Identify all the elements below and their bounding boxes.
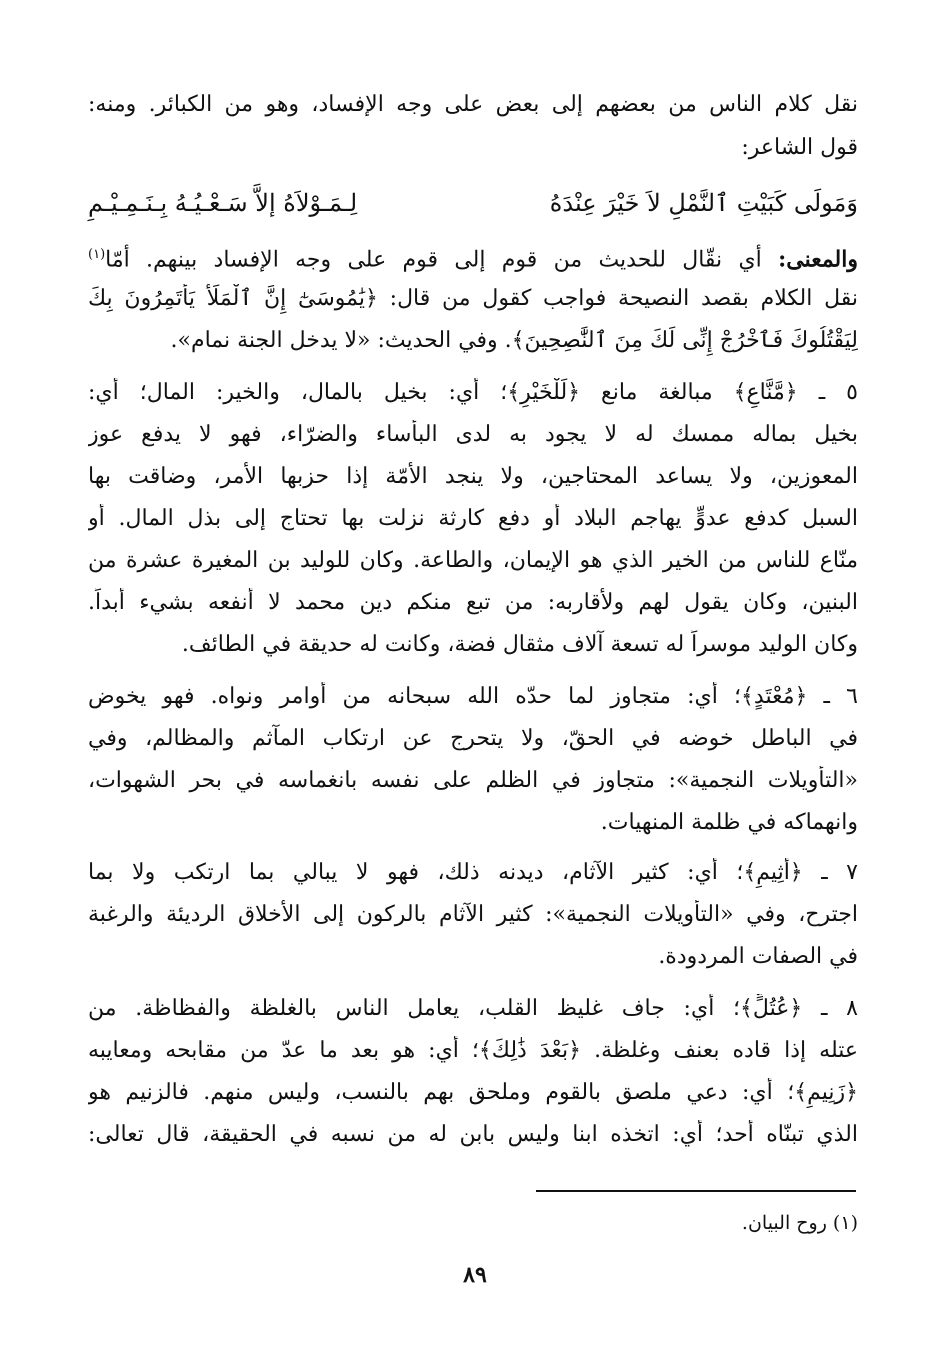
text-line-11: البنين، وكان يقول لهم ولأقاربه: من تبع منكم دين محمد لا أنفعه بشيء أبداً. [88, 590, 858, 615]
text-line-12: وكان الوليد موسراً له تسعة آلاف مثقال فضة، وكانت له حديقة في الطائف. [181, 632, 858, 657]
text-line-16: وانهماكه في ظلمة المنهيات. [600, 810, 858, 835]
verse-hemistich-left: لِـمَـوْلاَهُ إلاَّ سَـعْـيُـهُ بِـنَـمِـيْـمِ [88, 189, 358, 217]
text-line-17: ٧ ـ ﴿أَثِيمٍ﴾؛ أي: كثير الآثام، ديدنه ذلك، فهو لا يبالي بما ارتكب ولا بما [88, 860, 858, 885]
text-line-7: بخيل بماله ممسك له لا يجود به لدى البأساء والضرّاء، فهو لا يدفع عوز [88, 422, 858, 447]
text-line-14: في الباطل خوضه في الحقّ، ولا يتحرج عن ارتكاب المآثم والمظالم، وفي [88, 726, 858, 751]
footnote-reference: (١) [88, 247, 106, 262]
text-line-15: «التأويلات النجمية»: متجاوز في الظلم على نفسه بانغماسه في بحر الشهوات، [88, 768, 858, 793]
text-line-8: المعوزين، ولا يساعد المحتاجين، ولا ينجد الأمّة إذا حزبها الأمر، وضاقت بها [88, 464, 858, 489]
text-line-18: اجترح، وفي «التأويلات النجمية»: كثير الآثام بالركون إلى الأخلاق الرديئة والرغبة [88, 902, 858, 927]
text-line-5: لِيَقْتُلُوكَ فَٱخْرُجْ إِنِّى لَكَ مِنَ ٱلنَّٰصِحِينَ﴾. وفي الحديث: «لا يدخل الجنة نمام». [170, 328, 858, 353]
text-line-2: قول الشاعر: [741, 135, 858, 160]
text-line-6: ٥ ـ ﴿مَّنَّاعٍ﴾ مبالغة مانع ﴿لِّلْخَيْرِ﴾؛ أي: بخيل بالمال، والخير: المال؛ أي: [88, 380, 858, 405]
meaning-label: والمعنى: [778, 246, 858, 273]
footnote: (١) روح البيان. [741, 1212, 858, 1234]
text-line-9: السبل كدفع عدوٍّ يهاجم البلاد أو دفع كارثة نزلت بها تحتاج إلى بذل المال. أو [88, 506, 858, 531]
text-line-22: ﴿زَنِيمٍ﴾؛ أي: دعي ملصق بالقوم وملحق بهم بالنسب، وليس منهم. فالزنيم هو [88, 1080, 858, 1105]
text-line-20: ٨ ـ ﴿عُتُلٍّ﴾؛ أي: جاف غليظ القلب، يعامل الناس بالغلظة والفظاظة. من [88, 996, 858, 1021]
verse-hemistich-right: وَمَولَى كَبَيْتِ ٱلنَّمْلِ لاَ خَيْرَ عِنْدَهُ [549, 189, 858, 217]
text-line-1: نقل كلام الناس من بعضهم إلى بعض على وجه الإفساد، وهو من الكبائر. ومنه: [88, 92, 858, 117]
text-line-4: نقل الكلام بقصد النصيحة فواجب كقول من قال: ﴿يَٰمُوسَىٰٓ إِنَّ ٱلْمَلَأَ يَأْتَمِرُونَ بِكَ [88, 286, 858, 311]
text-line-10: منّاع للناس من الخير الذي هو الإيمان، والطاعة. وكان للوليد بن المغيرة عشرة من [88, 548, 858, 573]
page-number: ٨٩ [463, 1262, 487, 1288]
meaning-text: أي نقّال للحديث من قوم إلى قوم على وجه الإفساد بينهم. أمّا [105, 247, 762, 273]
text-line-19: في الصفات المردودة. [658, 944, 858, 969]
poetry-verse [88, 186, 858, 220]
footnote-separator [536, 1190, 856, 1192]
text-line-21: عتله إذا قاده بعنف وغلظة. ﴿بَعْدَ ذَٰلِكَ﴾؛ أي: هو بعد ما عدّ من مقابحه ومعايبه [88, 1038, 858, 1063]
text-line-13: ٦ ـ ﴿مُعْتَدٍ﴾؛ أي: متجاوز لما حدّه الله سبحانه من أوامر ونواه. فهو يخوض [88, 684, 858, 709]
text-line-23: الذي تبنّاه أحد؛ أي: اتخذه ابنا وليس بابن له من نسبه في الحقيقة، قال تعالى: [88, 1122, 858, 1147]
text-line-meaning [88, 240, 858, 275]
